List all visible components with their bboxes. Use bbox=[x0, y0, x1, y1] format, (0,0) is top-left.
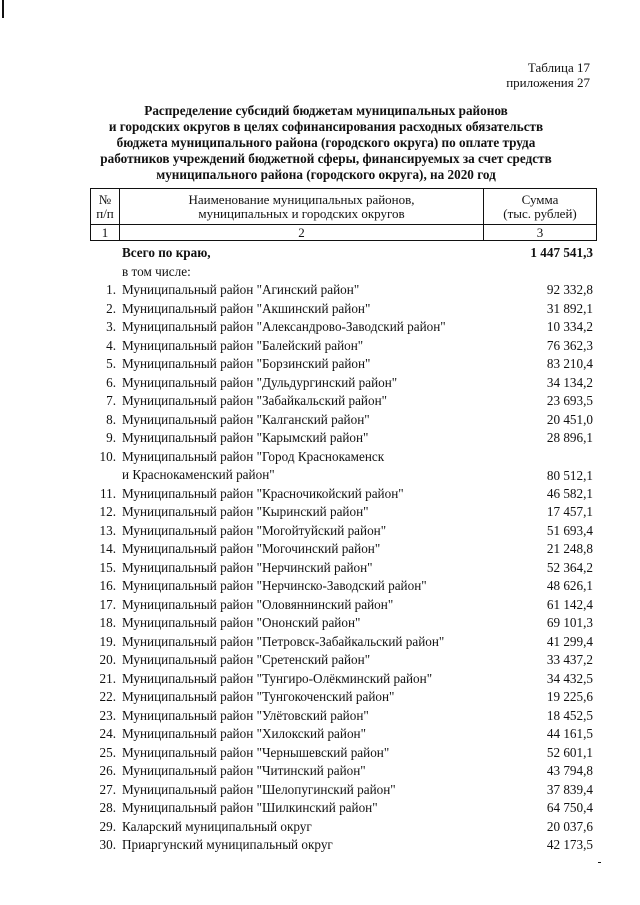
district-name: Каларский муниципальный округ bbox=[122, 818, 312, 834]
table-header bbox=[90, 188, 597, 241]
header-number-symbol: № bbox=[98, 191, 112, 207]
subsidy-sum: 69 101,3 bbox=[546, 615, 593, 630]
district-name: Муниципальный район "Борзинский район" bbox=[122, 356, 371, 371]
district-name: Муниципальный район "Шилкинский район" bbox=[122, 800, 378, 815]
row-number: 20. bbox=[99, 652, 116, 667]
table-row bbox=[90, 596, 597, 615]
row-number: 26. bbox=[99, 763, 116, 778]
scan-speck bbox=[598, 862, 601, 863]
district-name: Муниципальный район "Дульдургинский район" bbox=[122, 374, 398, 390]
district-name: Муниципальный район "Оловяннинский район" bbox=[122, 596, 394, 612]
district-name: Муниципальный район "Хилокский район" bbox=[122, 726, 366, 741]
document-title bbox=[96, 103, 556, 183]
table-row bbox=[90, 781, 597, 800]
subsidy-sum: 20 037,6 bbox=[546, 818, 593, 834]
district-name: Муниципальный район "Шелопугинский район" bbox=[122, 781, 396, 797]
header-sum-unit: (тыс. рублей) bbox=[503, 205, 577, 221]
subsidy-sum: 10 334,2 bbox=[546, 319, 593, 334]
total-sum: 1 447 541,3 bbox=[530, 245, 593, 260]
table-row bbox=[90, 300, 597, 319]
row-number: 18. bbox=[99, 615, 116, 630]
row-number: 17. bbox=[99, 596, 116, 612]
district-name-line: и Краснокаменский район" bbox=[122, 467, 275, 482]
subsidy-sum: 37 839,4 bbox=[546, 781, 593, 797]
appendix-number: приложения 27 bbox=[506, 75, 590, 90]
row-number: 19. bbox=[99, 633, 116, 649]
title-line: работников учреждений бюджетной сферы, финансируемых за счет средств bbox=[100, 151, 552, 166]
row-number: 8. bbox=[106, 411, 116, 427]
district-name: Муниципальный район "Могочинский район" bbox=[122, 541, 381, 556]
subsidy-sum: 76 362,3 bbox=[546, 337, 593, 353]
subsidy-sum: 46 582,1 bbox=[546, 485, 593, 501]
district-name: Муниципальный район "Кыринский район" bbox=[122, 504, 369, 519]
district-name: Муниципальный район "Могойтуйский район" bbox=[122, 522, 387, 538]
subsidy-sum: 17 457,1 bbox=[546, 504, 593, 519]
table-row bbox=[90, 707, 597, 726]
subsidy-sum: 34 432,5 bbox=[546, 670, 593, 686]
district-name: Приаргунский муниципальный округ bbox=[122, 837, 333, 852]
row-number: 15. bbox=[99, 559, 116, 575]
district-name: Муниципальный район "Александрово-Заводский район" bbox=[122, 319, 446, 334]
row-number: 1. bbox=[106, 282, 116, 297]
row-number: 22. bbox=[99, 689, 116, 704]
row-number: 24. bbox=[99, 726, 116, 741]
total-row bbox=[90, 244, 597, 263]
subsidy-sum: 80 512,1 bbox=[546, 467, 593, 483]
header-name-cell bbox=[120, 189, 484, 225]
table-row bbox=[90, 540, 597, 559]
row-number: 27. bbox=[99, 781, 116, 797]
subsidy-sum: 52 601,1 bbox=[546, 744, 593, 760]
table-row bbox=[90, 559, 597, 578]
table-row bbox=[90, 429, 597, 448]
column-index-1: 1 bbox=[91, 225, 120, 241]
district-name-line: Муниципальный район "Город Краснокаменск bbox=[122, 448, 385, 464]
row-number: 6. bbox=[106, 374, 116, 390]
table-row bbox=[90, 318, 597, 337]
subsidy-sum: 21 248,8 bbox=[546, 541, 593, 556]
table-row bbox=[90, 337, 597, 356]
including-label: в том числе: bbox=[122, 263, 191, 279]
header-sum-line: Сумма bbox=[521, 191, 559, 207]
row-number: 9. bbox=[106, 430, 116, 445]
table-row bbox=[90, 374, 597, 393]
row-number: 28. bbox=[99, 800, 116, 815]
row-number: 12. bbox=[99, 504, 116, 519]
table-row bbox=[90, 448, 597, 485]
table-row bbox=[90, 818, 597, 837]
column-index-3: 3 bbox=[484, 225, 597, 241]
district-name: Муниципальный район "Акшинский район" bbox=[122, 300, 371, 316]
subsidy-sum: 64 750,4 bbox=[546, 800, 593, 815]
subsidy-sum: 23 693,5 bbox=[546, 393, 593, 408]
district-name: Муниципальный район "Петровск-Забайкальский район" bbox=[122, 633, 445, 649]
subsidy-sum: 41 299,4 bbox=[546, 633, 593, 649]
row-number: 4. bbox=[106, 337, 116, 353]
header-number-cell bbox=[91, 189, 120, 225]
subsidy-sum: 44 161,5 bbox=[546, 726, 593, 741]
district-name: Муниципальный район "Балейский район" bbox=[122, 337, 364, 353]
table-number: Таблица 17 bbox=[527, 60, 590, 75]
district-name: Муниципальный район "Тунгиро-Олёкминский район" bbox=[122, 670, 433, 686]
table-row bbox=[90, 485, 597, 504]
subsidy-sum: 52 364,2 bbox=[546, 559, 593, 575]
table-row bbox=[90, 522, 597, 541]
district-name: Муниципальный район "Калганский район" bbox=[122, 411, 370, 427]
district-name: Муниципальный район "Красночикойский район" bbox=[122, 485, 404, 501]
district-name: Муниципальный район "Читинский район" bbox=[122, 763, 366, 778]
table-row bbox=[90, 281, 597, 300]
district-name: Муниципальный район "Ононский район" bbox=[122, 615, 361, 630]
subsidy-sum: 42 173,5 bbox=[546, 837, 593, 852]
table-row bbox=[90, 392, 597, 411]
table-row bbox=[90, 355, 597, 374]
row-number: 25. bbox=[99, 744, 116, 760]
row-number: 11. bbox=[100, 485, 116, 501]
total-label: Всего по краю, bbox=[122, 245, 211, 260]
column-index-2: 2 bbox=[120, 225, 484, 241]
header-name-line: Наименование муниципальных районов, bbox=[188, 191, 415, 207]
row-number: 30. bbox=[99, 837, 116, 852]
row-number: 3. bbox=[106, 319, 116, 334]
table-reference bbox=[506, 60, 590, 90]
subsidy-sum: 92 332,8 bbox=[546, 282, 593, 297]
title-line: Распределение субсидий бюджетам муниципальных районов bbox=[144, 103, 508, 118]
table-row bbox=[90, 577, 597, 596]
subsidy-sum: 28 896,1 bbox=[546, 430, 593, 445]
district-name: Муниципальный район "Агинский район" bbox=[122, 282, 360, 297]
district-name bbox=[122, 448, 482, 485]
subsidy-sum: 83 210,4 bbox=[546, 356, 593, 371]
subsidy-sum: 34 134,2 bbox=[546, 374, 593, 390]
header-name-line: муниципальных и городских округов bbox=[198, 205, 405, 221]
table-row bbox=[90, 503, 597, 522]
table-row bbox=[90, 633, 597, 652]
district-name: Муниципальный район "Нерчинско-Заводский район" bbox=[122, 578, 427, 593]
table-row bbox=[90, 836, 597, 855]
title-line: и городских округов в целях софинансирования расходных обязательств bbox=[108, 119, 544, 134]
table-row bbox=[90, 799, 597, 818]
row-number: 13. bbox=[99, 522, 116, 538]
subsidy-sum: 33 437,2 bbox=[546, 652, 593, 667]
subsidy-sum: 18 452,5 bbox=[546, 707, 593, 723]
district-name: Муниципальный район "Нерчинский район" bbox=[122, 559, 373, 575]
table-row bbox=[90, 411, 597, 430]
including-row bbox=[90, 263, 597, 282]
district-name: Муниципальный район "Тунгокоченский район" bbox=[122, 689, 395, 704]
row-number: 7. bbox=[106, 393, 116, 408]
table-row bbox=[90, 614, 597, 633]
subsidy-sum: 43 794,8 bbox=[546, 763, 593, 778]
district-list bbox=[90, 281, 597, 855]
row-number: 5. bbox=[106, 356, 116, 371]
row-number: 10. bbox=[99, 448, 116, 464]
subsidy-sum: 51 693,4 bbox=[546, 522, 593, 538]
subsidy-sum: 31 892,1 bbox=[546, 300, 593, 316]
table-row bbox=[90, 651, 597, 670]
table-row bbox=[90, 688, 597, 707]
table-row bbox=[90, 762, 597, 781]
scan-edge-mark bbox=[2, 0, 4, 18]
district-name: Муниципальный район "Улётовский район" bbox=[122, 707, 369, 723]
subsidy-sum: 61 142,4 bbox=[546, 596, 593, 612]
header-number-abbr: п/п bbox=[96, 205, 114, 221]
row-number: 29. bbox=[99, 818, 116, 834]
header-sum-cell bbox=[484, 189, 597, 225]
row-number: 14. bbox=[99, 541, 116, 556]
district-name: Муниципальный район "Чернышевский район" bbox=[122, 744, 390, 760]
row-number: 2. bbox=[106, 300, 116, 316]
title-line: муниципального района (городского округа), на 2020 год bbox=[156, 167, 496, 182]
row-number: 23. bbox=[99, 707, 116, 723]
district-name: Муниципальный район "Сретенский район" bbox=[122, 652, 371, 667]
district-name: Муниципальный район "Карымский район" bbox=[122, 430, 369, 445]
table-row bbox=[90, 670, 597, 689]
district-name: Муниципальный район "Забайкальский район" bbox=[122, 393, 388, 408]
subsidy-sum: 19 225,6 bbox=[546, 689, 593, 704]
subsidy-sum: 48 626,1 bbox=[546, 578, 593, 593]
table-body bbox=[90, 244, 597, 855]
subsidy-sum: 20 451,0 bbox=[546, 411, 593, 427]
table-row bbox=[90, 725, 597, 744]
row-number: 16. bbox=[99, 578, 116, 593]
title-line: бюджета муниципального района (городского округа) по оплате труда bbox=[116, 135, 536, 150]
row-number: 21. bbox=[99, 670, 116, 686]
table-row bbox=[90, 744, 597, 763]
